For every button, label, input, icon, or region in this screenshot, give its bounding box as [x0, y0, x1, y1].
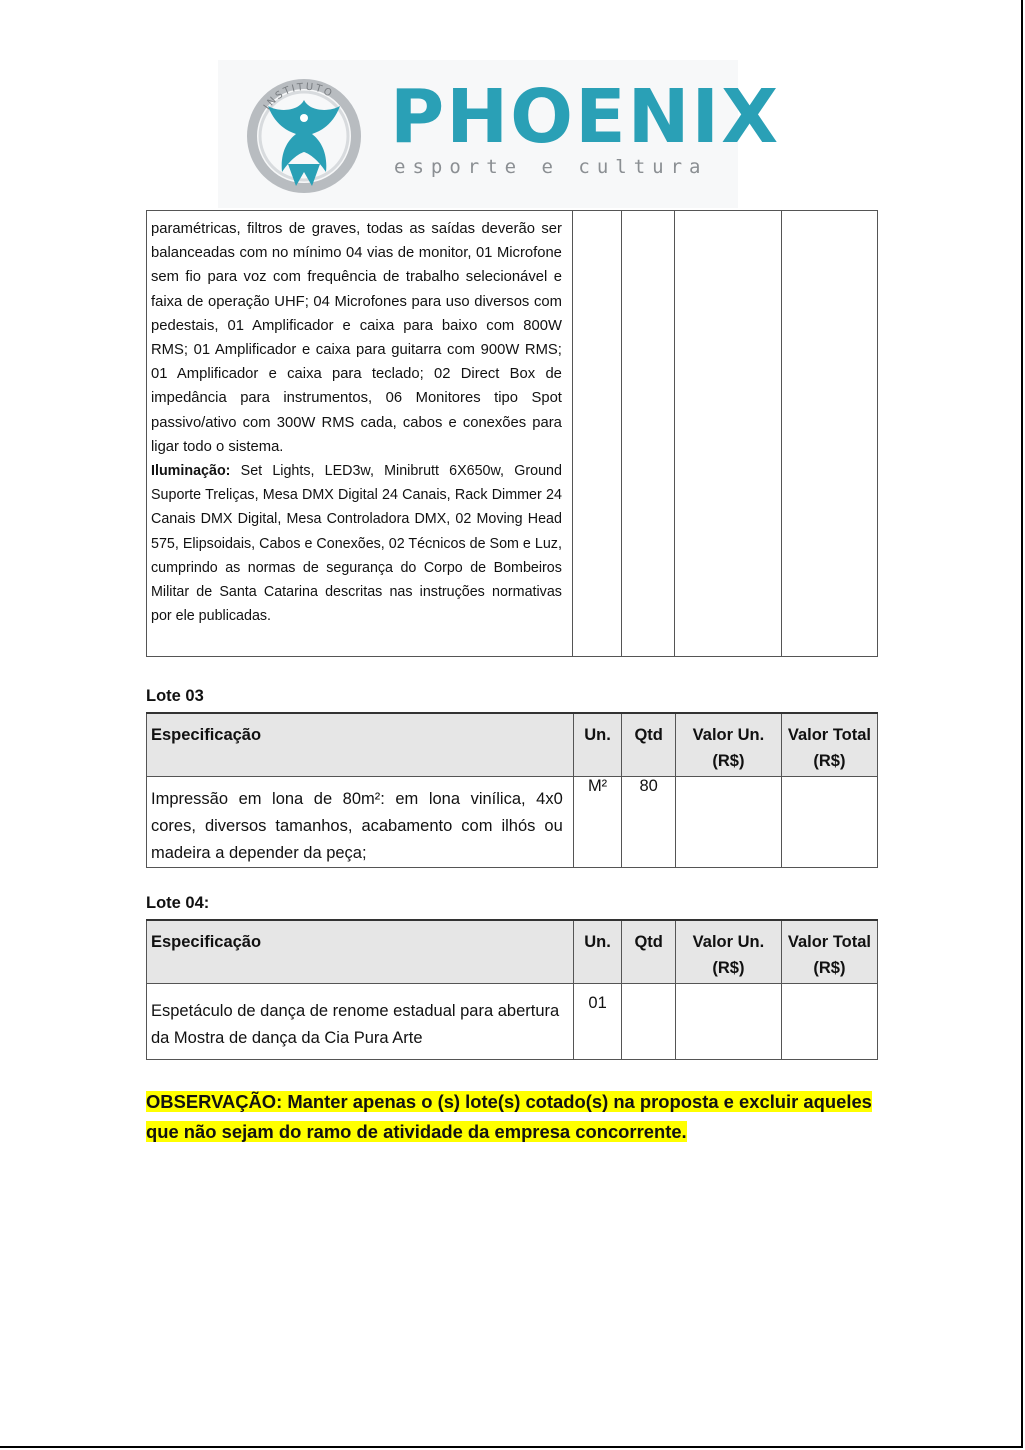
lote-04-spec: Espetáculo de dança de renome estadual para abertura da Mostra de dança da Cia Pura Arte: [151, 1002, 560, 1047]
lote-03-spec: Impressão em lona de 80m²: em lona vinílica, 4x0 cores, diversos tamanhos, acabamento com ilhós ou madeira a depender da peça;: [151, 790, 563, 862]
logo-badge-text: INSTITUTO: [262, 81, 336, 113]
header-valor-un: Valor Un. (R$): [675, 920, 781, 984]
lighting-text: Set Lights, LED3w, Minibrutt 6X650w, Ground Suporte Treliças, Mesa DMX Digital 24 Canais, Rack Dimmer 24 Canais DMX Digital, Mesa Controladora DMX, 02 Moving Head 575, Elipsoidais, Cabos e Conexões, 02 Técnicos de Som e Luz, cumprindo as normas de segurança do Corpo de Bombeiros Militar de Santa Catarina descritas nas instruções normativas por ele publicadas.: [151, 463, 562, 625]
lote-04-table: [146, 919, 878, 1060]
header-spec: Especificação: [147, 713, 574, 777]
table-row: [147, 777, 878, 868]
header-un: Un.: [573, 713, 622, 777]
lote-04-un: 01: [573, 984, 622, 1060]
sound-equipment-text: paramétricas, filtros de graves, todas as saídas deverão ser balanceadas com no mínimo 04 vias de monitor, 01 Microfone sem fio para voz com frequência de trabalho selecionável e faixa de operação UHF; 04 Microfones para uso diversos com pedestais, 01 Amplificador e caixa para baixo com 800W RMS; 01 Amplificador e caixa para guitarra com 900W RMS; 01 Amplificador e caixa para teclado; 02 Direct Box de impedância para instrumentos, 06 Monitores tipo Spot passivo/ativo com 300W RMS cada, cabos e conexões para ligar todo o sistema.: [151, 221, 562, 455]
lote-03-table: [146, 712, 878, 868]
lote-04-valor-un: [675, 984, 781, 1060]
valor-un-cell: [675, 211, 781, 657]
phoenix-emblem-icon: [218, 60, 390, 208]
valor-total-cell: [781, 211, 877, 657]
table-row: [147, 211, 878, 657]
header-valor-total: Valor Total (R$): [781, 713, 877, 777]
observation-text: OBSERVAÇÃO: Manter apenas o (s) lote(s) cotado(s) na proposta e excluir aqueles que não sejam do ramo de atividade da empresa concorrente.: [146, 1091, 872, 1142]
table-header-row: [147, 920, 878, 984]
header-qtd: Qtd: [622, 920, 676, 984]
header-qtd: Qtd: [622, 713, 676, 777]
lote-03-valor-un: [675, 777, 781, 868]
spec-cell: [147, 211, 573, 657]
header-valor-un: Valor Un. (R$): [675, 713, 781, 777]
lighting-label: Iluminação:: [151, 463, 231, 480]
header-un: Un.: [573, 920, 622, 984]
table-row: [147, 984, 878, 1060]
observation-note: [146, 1087, 886, 1147]
phoenix-logo: [218, 60, 781, 208]
table-header-row: [147, 713, 878, 777]
un-cell: [572, 211, 621, 657]
lote-03-title: Lote 03: [146, 687, 204, 705]
lote-03-un: M²: [573, 777, 622, 868]
logo-tagline: esporte e cultura: [394, 156, 708, 178]
header-spec: Especificação: [147, 920, 574, 984]
spec-description: [147, 211, 572, 630]
lote-04-valor-total: [781, 984, 877, 1060]
lote-03-qtd: 80: [622, 777, 676, 868]
lote-03-valor-total: [781, 777, 877, 868]
lote-04-title: Lote 04:: [146, 894, 210, 912]
logo-wordmark: PHOENIX: [390, 74, 781, 160]
qtd-cell: [621, 211, 675, 657]
lote-04-qtd: [622, 984, 676, 1060]
continued-spec-table: [146, 210, 878, 657]
header-valor-total: Valor Total (R$): [781, 920, 877, 984]
